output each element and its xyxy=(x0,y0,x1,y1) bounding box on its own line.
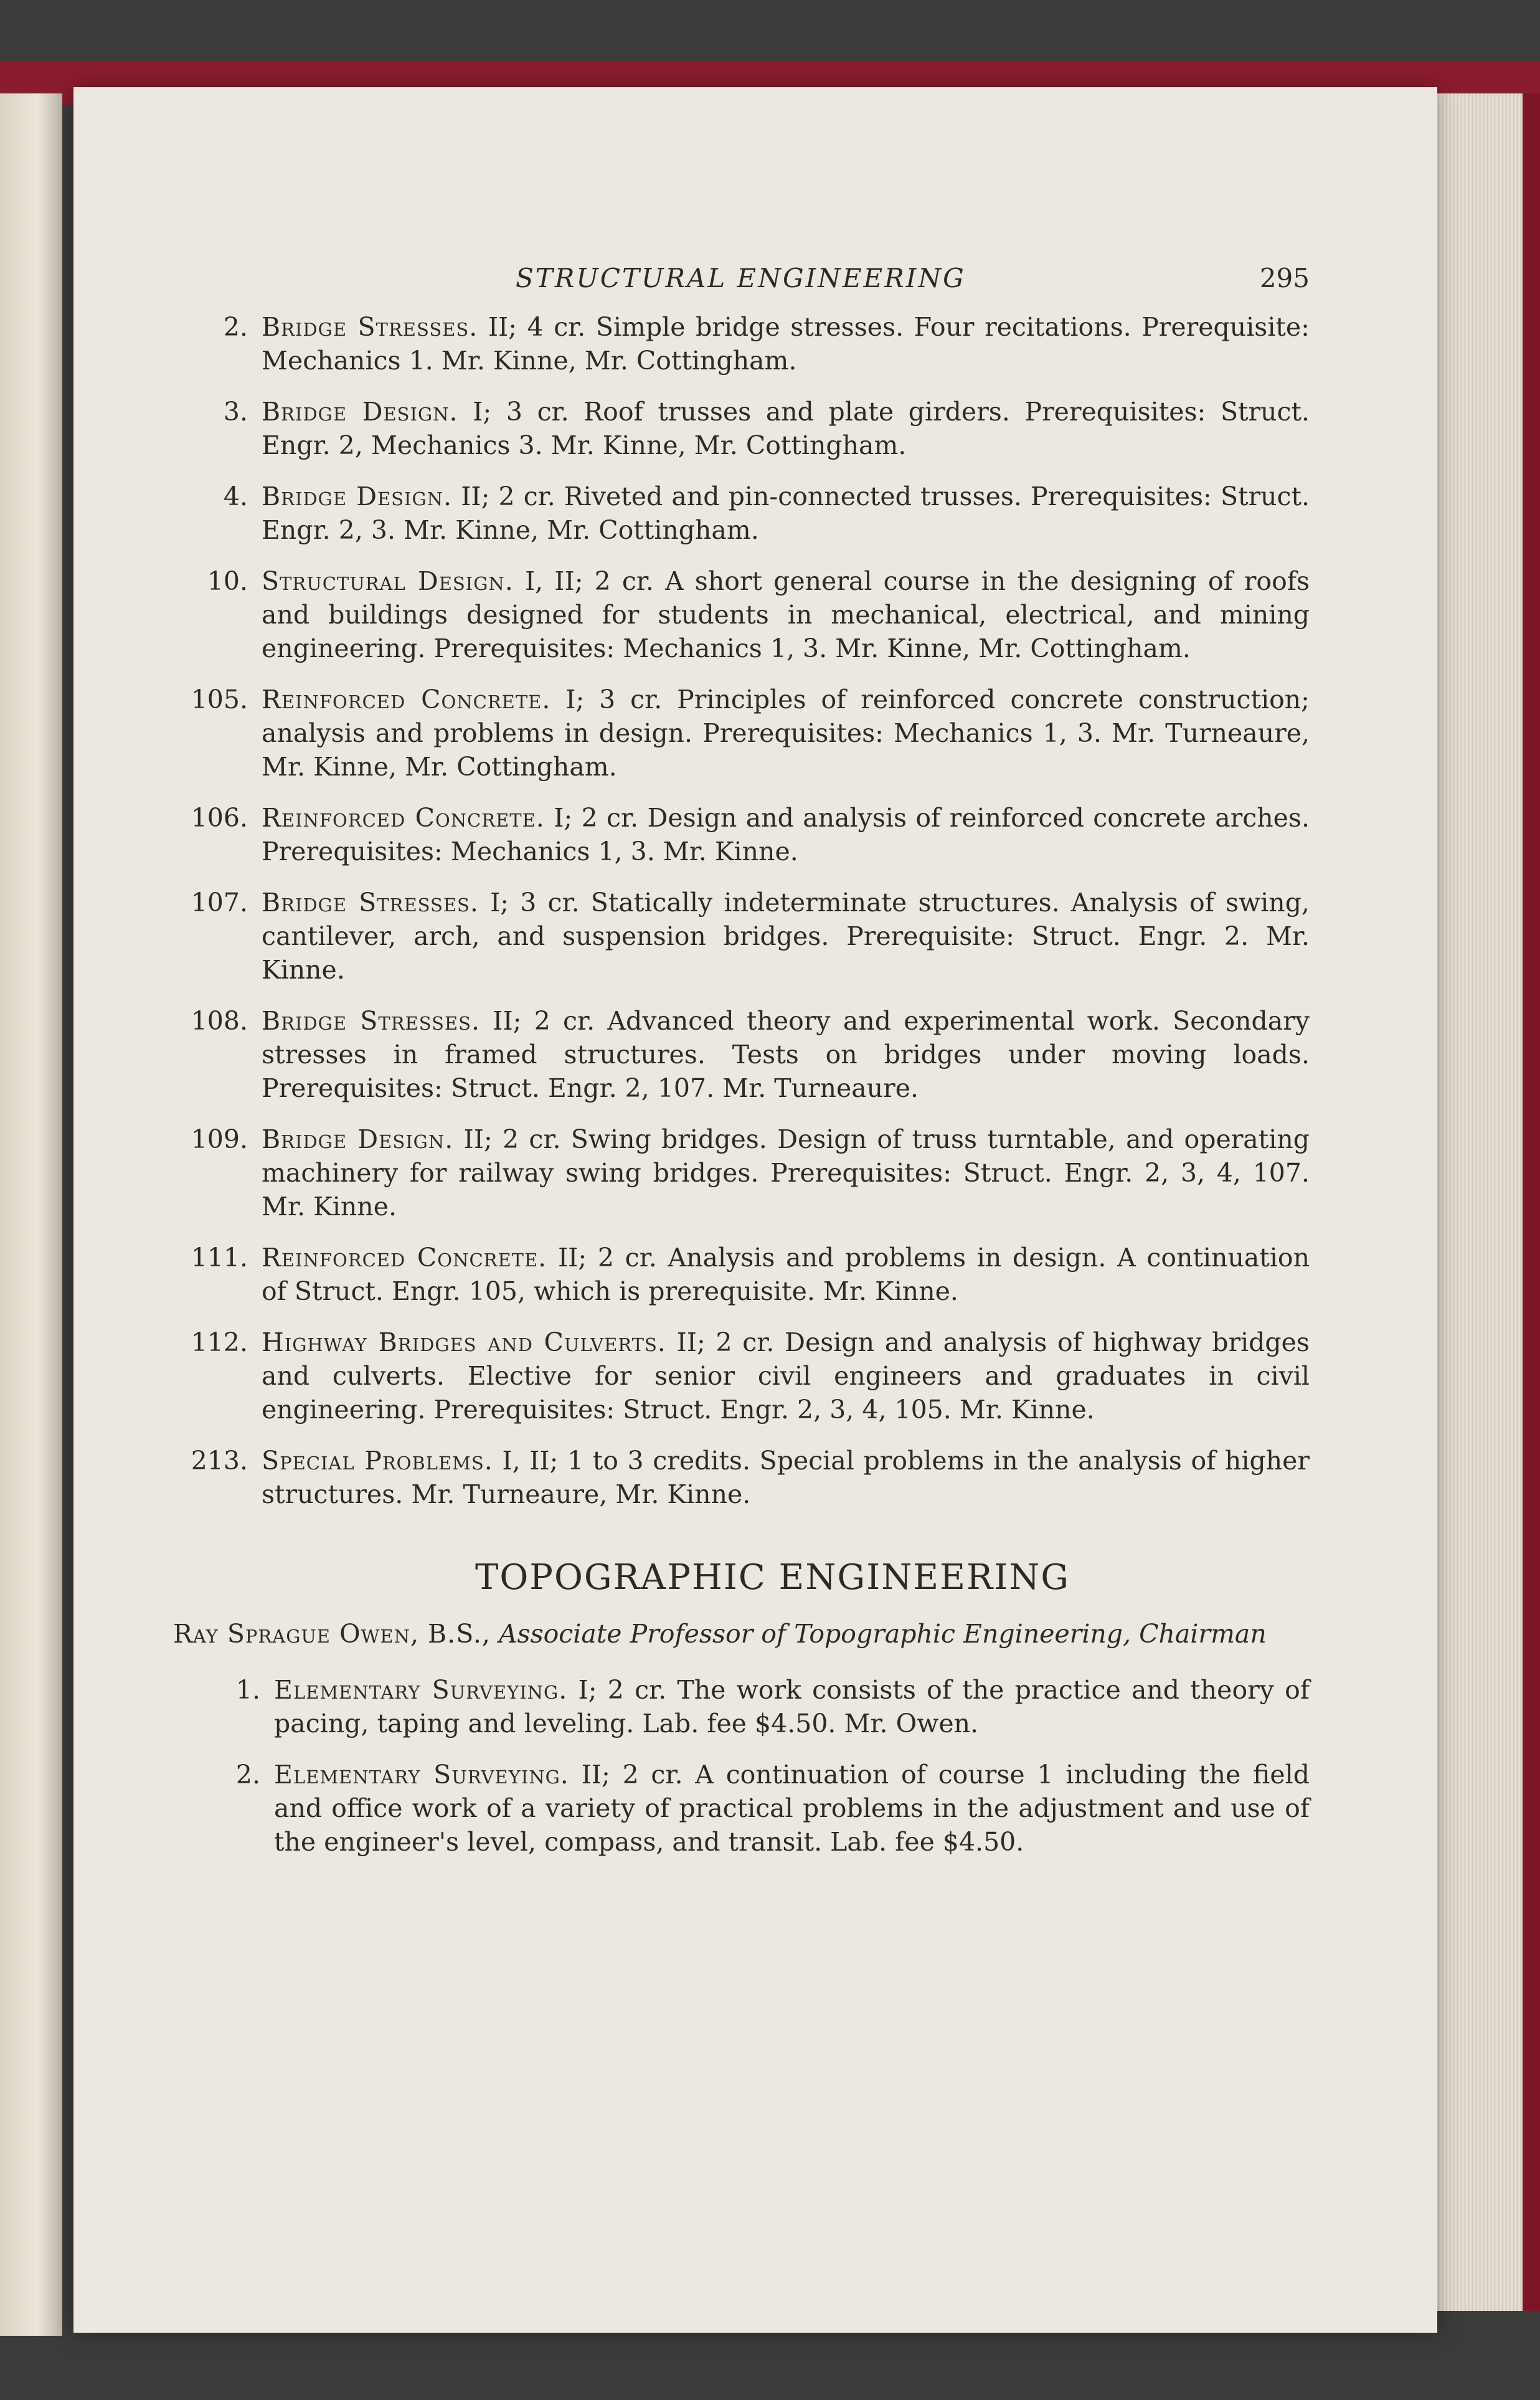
course-description xyxy=(274,1673,1310,1740)
course-text: I; 3 cr. Roof trusses and plate girders. Prerequisites: Struct. Engr. 2, Mechanics 3. Mr. Kinne, Mr. Cottingham. xyxy=(262,397,1310,460)
course-text: II; 4 cr. Simple bridge stresses. Four recitations. Prerequisite: Mechanics 1. Mr. Kinne, Mr. Cottingham. xyxy=(262,312,1310,376)
course-description xyxy=(262,1122,1310,1223)
faculty-title: Associate Professor of Topographic Engineering, Chairman xyxy=(498,1619,1267,1649)
course-description xyxy=(262,683,1310,784)
course-description xyxy=(262,801,1310,868)
faculty-listing xyxy=(173,1617,1310,1651)
course-title: Elementary Surveying. xyxy=(274,1760,569,1790)
course-entry xyxy=(223,310,1310,377)
book-page xyxy=(73,87,1437,2333)
course-text: II; 2 cr. Analysis and problems in design. A continuation of Struct. Engr. 105, which is prerequisite. Mr. Kinne. xyxy=(262,1243,1310,1306)
book-cover-edge-right xyxy=(1523,93,1540,2311)
course-description xyxy=(262,1326,1310,1426)
course-entry xyxy=(191,801,1310,868)
course-entry xyxy=(191,1326,1310,1426)
course-entry xyxy=(223,480,1310,547)
course-title: Special Problems. xyxy=(262,1446,493,1476)
course-title: Bridge Design. xyxy=(262,397,458,427)
course-number: 106. xyxy=(191,803,248,833)
course-number: 2. xyxy=(223,312,248,342)
section-heading: TOPOGRAPHIC ENGINEERING xyxy=(475,1557,1070,1598)
course-title: Bridge Stresses. xyxy=(262,1006,480,1036)
course-description xyxy=(262,564,1310,665)
course-text: I; 2 cr. The work consists of the practice and theory of pacing, taping and leveling. Lab. fee $4.50. Mr. Owen. xyxy=(274,1675,1310,1738)
course-entry xyxy=(191,1444,1310,1511)
course-text: I, II; 1 to 3 credits. Special problems in the analysis of higher structures. Mr. Turneaure, Mr. Kinne. xyxy=(262,1446,1310,1509)
course-number: 10. xyxy=(207,566,248,596)
course-text: II; 2 cr. A continuation of course 1 including the field and office work of a variety of practical problems in the adjustment and use of the engineer's level, compass, and transit. Lab. fee $4.50. xyxy=(274,1760,1310,1857)
course-entry xyxy=(191,683,1310,784)
course-description xyxy=(262,395,1310,462)
course-title: Reinforced Concrete. xyxy=(262,803,545,833)
course-text: I; 3 cr. Principles of reinforced concrete construction; analysis and problems in design. Prerequisites: Mechanics 1, 3. Mr. Turneaure, Mr. Kinne, Mr. Cottingham. xyxy=(262,685,1310,782)
course-text: I; 3 cr. Statically indeterminate structures. Analysis of swing, cantilever, arch, and suspension bridges. Prerequisite: Struct. Engr. 2. Mr. Kinne. xyxy=(262,888,1310,985)
course-number: 107. xyxy=(191,888,248,918)
course-title: Bridge Design. xyxy=(262,481,453,511)
course-text: II; 2 cr. Swing bridges. Design of truss turntable, and operating machinery for railway swing bridges. Prerequisites: Struct. Engr. 2, 3, 4, 107. Mr. Kinne. xyxy=(262,1124,1310,1221)
course-entry xyxy=(235,1673,1310,1740)
course-number: 2. xyxy=(235,1760,260,1790)
topographic-course-list xyxy=(235,1673,1310,1859)
course-entry xyxy=(191,1004,1310,1105)
course-number: 4. xyxy=(223,481,248,511)
course-number: 105. xyxy=(191,685,248,714)
running-head xyxy=(516,262,1310,295)
course-description xyxy=(262,1444,1310,1511)
course-text: I; 2 cr. Design and analysis of reinforced concrete arches. Prerequisites: Mechanics 1, 3. Mr. Kinne. xyxy=(262,803,1310,866)
course-title: Bridge Stresses. xyxy=(262,312,478,342)
running-title: STRUCTURAL ENGINEERING xyxy=(516,263,966,293)
course-number: 213. xyxy=(191,1446,248,1476)
course-description xyxy=(262,480,1310,547)
course-title: Bridge Stresses. xyxy=(262,888,479,918)
course-description xyxy=(262,310,1310,377)
course-entry xyxy=(235,1758,1310,1859)
course-text: II; 2 cr. Advanced theory and experimental work. Secondary stresses in framed structures. Tests on bridges under moving loads. Prerequisites: Struct. Engr. 2, 107. Mr. Turneaure. xyxy=(262,1006,1310,1103)
course-title: Structural Design. xyxy=(262,566,514,596)
course-description xyxy=(274,1758,1310,1859)
course-title: Highway Bridges and Culverts. xyxy=(262,1327,666,1357)
course-description xyxy=(262,886,1310,987)
course-number: 112. xyxy=(191,1327,248,1357)
course-description xyxy=(262,1241,1310,1308)
course-description xyxy=(262,1004,1310,1105)
course-entry xyxy=(191,886,1310,987)
course-text: I, II; 2 cr. A short general course in the designing of roofs and buildings designed for students in mechanical, electrical, and mining engineering. Prerequisites: Mechanics 1, 3. Mr. Kinne, Mr. Cottingham. xyxy=(262,566,1310,663)
course-number: 109. xyxy=(191,1124,248,1154)
course-number: 111. xyxy=(191,1243,248,1273)
course-entry xyxy=(223,395,1310,462)
structural-course-list xyxy=(191,310,1310,1511)
course-text: II; 2 cr. Design and analysis of highway bridges and culverts. Elective for senior civil engineers and graduates in civil engineering. Prerequisites: Struct. Engr. 2, 3, 4, 105. Mr. Kinne. xyxy=(262,1327,1310,1425)
course-entry xyxy=(207,564,1310,665)
course-number: 1. xyxy=(235,1675,260,1705)
facing-page-edge xyxy=(0,93,62,2336)
course-number: 108. xyxy=(191,1006,248,1036)
course-title: Reinforced Concrete. xyxy=(262,685,551,714)
course-entry xyxy=(191,1122,1310,1223)
page-number: 295 xyxy=(1259,263,1310,293)
course-entry xyxy=(191,1241,1310,1308)
page-content xyxy=(173,262,1310,1876)
course-text: II; 2 cr. Riveted and pin-connected trusses. Prerequisites: Struct. Engr. 2, 3. Mr. Kinne, Mr. Cottingham. xyxy=(262,481,1310,545)
course-title: Reinforced Concrete. xyxy=(262,1243,547,1273)
course-number: 3. xyxy=(223,397,248,427)
faculty-name: Ray Sprague Owen, B.S., xyxy=(173,1619,491,1649)
course-title: Elementary Surveying. xyxy=(274,1675,568,1705)
course-title: Bridge Design. xyxy=(262,1124,454,1154)
